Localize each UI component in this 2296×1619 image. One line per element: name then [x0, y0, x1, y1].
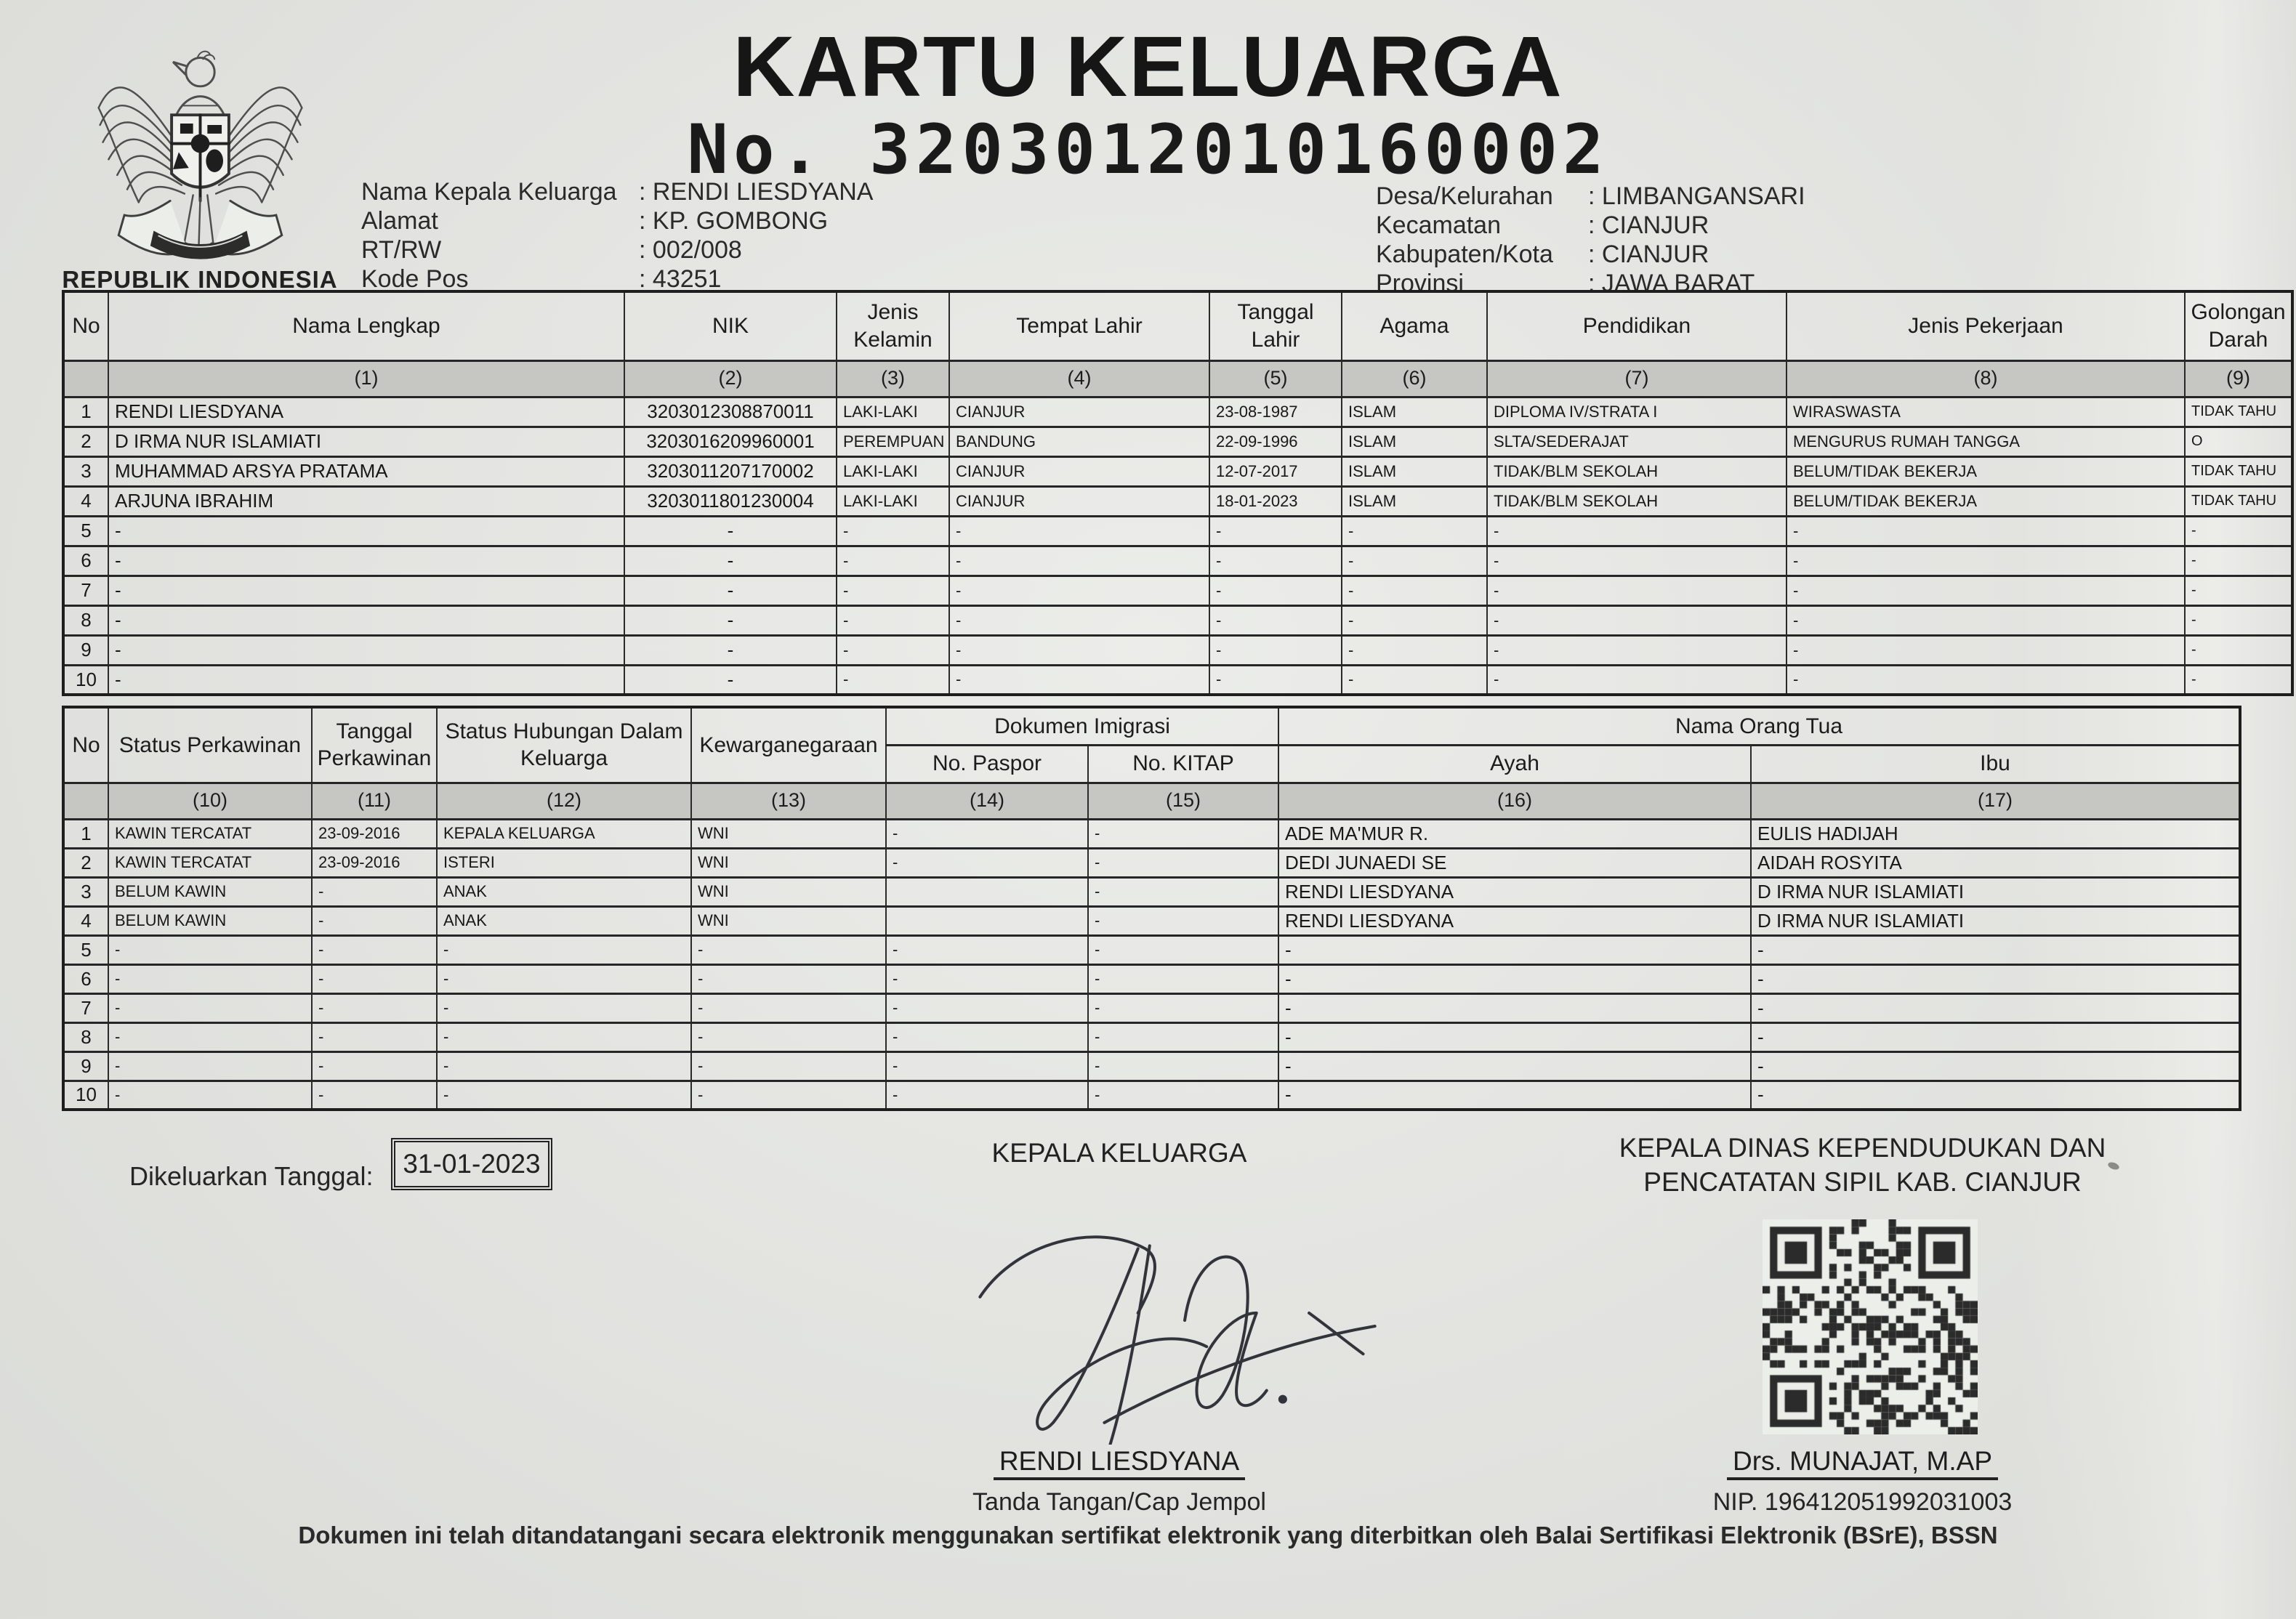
data-cell: -	[624, 665, 837, 695]
data-cell: -	[624, 635, 837, 665]
field-value: : 002/008	[639, 236, 742, 265]
column-header: Status Perkawinan	[108, 707, 312, 783]
table-row	[63, 877, 2240, 906]
data-cell: -	[312, 1022, 437, 1051]
head-of-family-signature-title: KEPALA KELUARGA	[991, 1138, 1247, 1168]
data-cell: -	[1088, 1022, 1278, 1051]
field-label: Alamat	[361, 206, 438, 235]
civil-registry-head-title	[1555, 1131, 2170, 1199]
field-label: Desa/Kelurahan	[1376, 182, 1553, 210]
data-cell: D IRMA NUR ISLAMIATI	[1751, 877, 2240, 906]
table-row	[63, 456, 2292, 486]
data-cell: -	[1088, 1051, 1278, 1081]
data-cell: -	[108, 935, 312, 964]
data-cell: -	[1751, 1081, 2240, 1110]
table-row	[63, 935, 2240, 964]
head-of-family-signature-name: RENDI LIESDYANA	[829, 1446, 1410, 1477]
column-number: (11)	[312, 783, 437, 819]
field-value: : KP. GOMBONG	[639, 207, 828, 235]
data-cell: -	[1088, 1081, 1278, 1110]
data-cell: RENDI LIESDYANA	[1278, 877, 1751, 906]
field-value: : 43251	[639, 265, 721, 294]
data-cell: -	[312, 993, 437, 1022]
table-row	[63, 1081, 2240, 1110]
field-value: : CIANJUR	[1588, 241, 1709, 269]
data-cell: -	[108, 605, 624, 635]
signature-caption: Tanda Tangan/Cap Jempol	[972, 1488, 1266, 1516]
data-cell: CIANJUR	[949, 397, 1209, 427]
data-cell: RENDI LIESDYANA	[108, 397, 624, 427]
family-relations-rows	[63, 819, 2240, 1110]
civil-registry-head-name: Drs. MUNAJAT, M.AP	[1555, 1446, 2170, 1477]
column-group-header: Nama Orang Tua	[1278, 707, 2240, 745]
data-cell: BELUM/TIDAK BEKERJA	[1787, 456, 2185, 486]
column-header: Nama Lengkap	[108, 291, 624, 360]
data-cell: TIDAK TAHU	[2185, 397, 2292, 427]
data-cell: -	[1787, 576, 2185, 605]
data-cell: -	[886, 819, 1088, 848]
row-number-cell: 8	[63, 605, 108, 635]
row-number-cell: 3	[63, 456, 108, 486]
data-cell: LAKI-LAKI	[837, 486, 949, 516]
data-cell: -	[1487, 665, 1787, 695]
table-row	[63, 1051, 2240, 1081]
data-cell: DIPLOMA IV/STRATA I	[1487, 397, 1787, 427]
issue-date-value: 31-01-2023	[403, 1149, 541, 1179]
data-cell: -	[1342, 665, 1487, 695]
data-cell: -	[624, 605, 837, 635]
data-cell: ISLAM	[1342, 427, 1487, 456]
column-number: (12)	[437, 783, 691, 819]
row-number-cell: 3	[63, 877, 108, 906]
field-value: : JAWA BARAT	[1588, 270, 1755, 298]
table-row	[63, 397, 2292, 427]
data-cell: -	[1487, 576, 1787, 605]
column-header: Ayah	[1278, 745, 1751, 783]
data-cell: -	[1088, 964, 1278, 993]
data-cell: -	[108, 516, 624, 546]
data-cell: -	[1751, 935, 2240, 964]
data-cell: -	[1787, 605, 2185, 635]
data-cell: -	[1342, 546, 1487, 576]
data-cell: O	[2185, 427, 2292, 456]
data-cell: -	[1751, 964, 2240, 993]
data-cell: -	[2185, 576, 2292, 605]
data-cell: 3203011207170002	[624, 456, 837, 486]
table-row	[63, 906, 2240, 935]
table-row	[63, 635, 2292, 665]
data-cell: SLTA/SEDERAJAT	[1487, 427, 1787, 456]
data-cell: D IRMA NUR ISLAMIATI	[1751, 906, 2240, 935]
column-number: (6)	[1342, 360, 1487, 397]
data-cell: -	[624, 546, 837, 576]
row-number-cell: 5	[63, 935, 108, 964]
data-cell: WIRASWASTA	[1787, 397, 2185, 427]
data-cell: -	[886, 935, 1088, 964]
column-number: (8)	[1787, 360, 2185, 397]
data-cell: -	[949, 635, 1209, 665]
data-cell: -	[1487, 605, 1787, 635]
head-of-family-info	[361, 177, 873, 294]
column-header: No	[63, 291, 108, 360]
data-cell: -	[2185, 635, 2292, 665]
data-cell: -	[1278, 1051, 1751, 1081]
column-header: Tanggal Lahir	[1209, 291, 1342, 360]
column-number	[63, 783, 108, 819]
data-cell: -	[1487, 635, 1787, 665]
household-members-table	[62, 290, 2294, 696]
document-number	[0, 110, 2296, 190]
row-number-cell: 10	[63, 1081, 108, 1110]
data-cell: D IRMA NUR ISLAMIATI	[108, 427, 624, 456]
data-cell: -	[108, 993, 312, 1022]
column-number: (14)	[886, 783, 1088, 819]
data-cell: -	[437, 935, 691, 964]
data-cell: -	[1751, 1022, 2240, 1051]
data-cell: -	[1209, 546, 1342, 576]
data-cell: ISTERI	[437, 848, 691, 877]
row-number-cell: 9	[63, 635, 108, 665]
data-cell: MUHAMMAD ARSYA PRATAMA	[108, 456, 624, 486]
column-number: (10)	[108, 783, 312, 819]
data-cell: -	[1278, 964, 1751, 993]
household-members-rows	[63, 397, 2292, 695]
data-cell: TIDAK/BLM SEKOLAH	[1487, 456, 1787, 486]
table-row	[63, 576, 2292, 605]
data-cell: -	[837, 516, 949, 546]
data-cell: -	[2185, 665, 2292, 695]
data-cell: -	[886, 848, 1088, 877]
column-number: (2)	[624, 360, 837, 397]
civil-registry-head-title-line2: PENCATATAN SIPIL KAB. CIANJUR	[1643, 1167, 2082, 1197]
data-cell: -	[886, 993, 1088, 1022]
field-label: Kecamatan	[1376, 211, 1501, 239]
data-cell: 3203012308870011	[624, 397, 837, 427]
column-header: No. Paspor	[886, 745, 1088, 783]
data-cell: -	[837, 576, 949, 605]
column-number: (9)	[2185, 360, 2292, 397]
column-header: Jenis Kelamin	[837, 291, 949, 360]
data-cell: -	[1787, 665, 2185, 695]
data-cell: 3203011801230004	[624, 486, 837, 516]
civil-registry-head-title-line1: KEPALA DINAS KEPENDUDUKAN DAN	[1619, 1133, 2106, 1163]
column-number: (3)	[837, 360, 949, 397]
data-cell: -	[1088, 848, 1278, 877]
data-cell: BANDUNG	[949, 427, 1209, 456]
data-cell: -	[691, 993, 886, 1022]
column-header: NIK	[624, 291, 837, 360]
data-cell: -	[886, 1022, 1088, 1051]
data-cell: -	[1278, 935, 1751, 964]
data-cell: 22-09-1996	[1209, 427, 1342, 456]
region-info	[1376, 182, 1805, 298]
data-cell: -	[949, 546, 1209, 576]
data-cell: TIDAK TAHU	[2185, 486, 2292, 516]
data-cell: -	[108, 964, 312, 993]
data-cell: -	[1787, 635, 2185, 665]
column-header: Agama	[1342, 291, 1487, 360]
data-cell: -	[624, 576, 837, 605]
row-number-cell: 4	[63, 906, 108, 935]
table-row	[63, 819, 2240, 848]
row-number-cell: 1	[63, 397, 108, 427]
column-header: Tanggal Perkawinan	[312, 707, 437, 783]
table-row	[63, 1022, 2240, 1051]
table-row	[63, 516, 2292, 546]
data-cell: DEDI JUNAEDI SE	[1278, 848, 1751, 877]
data-cell: WNI	[691, 848, 886, 877]
data-cell: -	[1342, 605, 1487, 635]
data-cell: ISLAM	[1342, 486, 1487, 516]
data-cell: -	[1209, 635, 1342, 665]
data-cell: -	[691, 1081, 886, 1110]
column-header: Jenis Pekerjaan	[1787, 291, 2185, 360]
issue-date-label: Dikeluarkan Tanggal:	[129, 1161, 374, 1191]
data-cell: -	[312, 906, 437, 935]
column-header: No. KITAP	[1088, 745, 1278, 783]
data-cell: -	[1088, 819, 1278, 848]
data-cell: EULIS HADIJAH	[1751, 819, 2240, 848]
column-header: Ibu	[1751, 745, 2240, 783]
data-cell: -	[437, 993, 691, 1022]
data-cell: -	[691, 1022, 886, 1051]
data-cell: -	[1209, 665, 1342, 695]
data-cell: -	[691, 935, 886, 964]
row-number-cell: 1	[63, 819, 108, 848]
data-cell: -	[108, 576, 624, 605]
data-cell: RENDI LIESDYANA	[1278, 906, 1751, 935]
data-cell: ISLAM	[1342, 397, 1487, 427]
data-cell: -	[312, 935, 437, 964]
data-cell	[886, 877, 1088, 906]
data-cell: WNI	[691, 819, 886, 848]
data-cell: -	[1487, 546, 1787, 576]
column-number: (4)	[949, 360, 1209, 397]
data-cell: KAWIN TERCATAT	[108, 848, 312, 877]
qr-code-canvas	[1763, 1219, 1978, 1434]
data-cell: -	[1209, 516, 1342, 546]
data-cell: LAKI-LAKI	[837, 456, 949, 486]
data-cell: -	[886, 964, 1088, 993]
data-cell: -	[624, 516, 837, 546]
row-number-cell: 6	[63, 546, 108, 576]
data-cell: -	[2185, 516, 2292, 546]
row-number-cell: 7	[63, 576, 108, 605]
column-number: (17)	[1751, 783, 2240, 819]
column-number: (7)	[1487, 360, 1787, 397]
data-cell: -	[437, 1022, 691, 1051]
field-label: Kode Pos	[361, 265, 469, 293]
data-cell: 18-01-2023	[1209, 486, 1342, 516]
data-cell: -	[1278, 1081, 1751, 1110]
table-row	[63, 993, 2240, 1022]
handwritten-signature-icon	[959, 1203, 1395, 1445]
data-cell: -	[886, 1051, 1088, 1081]
data-cell: -	[1088, 935, 1278, 964]
data-cell: CIANJUR	[949, 456, 1209, 486]
data-cell: BELUM KAWIN	[108, 906, 312, 935]
data-cell: -	[108, 635, 624, 665]
data-cell: -	[837, 605, 949, 635]
data-cell: ARJUNA IBRAHIM	[108, 486, 624, 516]
data-cell: CIANJUR	[949, 486, 1209, 516]
data-cell: -	[949, 576, 1209, 605]
column-group-header: Dokumen Imigrasi	[886, 707, 1278, 745]
data-cell: LAKI-LAKI	[837, 397, 949, 427]
field-label: Provinsi	[1376, 269, 1464, 297]
table-row	[63, 486, 2292, 516]
data-cell: PEREMPUAN	[837, 427, 949, 456]
data-cell: -	[1787, 516, 2185, 546]
column-header: No	[63, 707, 108, 783]
data-cell: ANAK	[437, 906, 691, 935]
data-cell	[886, 906, 1088, 935]
data-cell: -	[1342, 516, 1487, 546]
field-label: Nama Kepala Keluarga	[361, 177, 617, 206]
data-cell: -	[1088, 906, 1278, 935]
data-cell: -	[437, 1051, 691, 1081]
data-cell: -	[691, 964, 886, 993]
data-cell: 23-08-1987	[1209, 397, 1342, 427]
data-cell: -	[437, 964, 691, 993]
issue-date-box	[391, 1138, 552, 1190]
data-cell: 3203016209960001	[624, 427, 837, 456]
data-cell: TIDAK/BLM SEKOLAH	[1487, 486, 1787, 516]
data-cell: -	[108, 1051, 312, 1081]
table-row	[63, 964, 2240, 993]
data-cell: -	[312, 877, 437, 906]
data-cell: -	[108, 665, 624, 695]
row-number-cell: 6	[63, 964, 108, 993]
data-cell: WNI	[691, 877, 886, 906]
data-cell: ISLAM	[1342, 456, 1487, 486]
electronic-signature-disclaimer: Dokumen ini telah ditandatangani secara elektronik menggunakan sertifikat elektronik yang diterbitkan oleh Balai Sertifikasi Elektronik (BSrE), BSSN	[298, 1522, 1998, 1549]
column-number: (13)	[691, 783, 886, 819]
family-relations-table	[62, 706, 2241, 1111]
row-number-cell: 4	[63, 486, 108, 516]
data-cell: -	[949, 665, 1209, 695]
data-cell: -	[886, 1081, 1088, 1110]
data-cell: AIDAH ROSYITA	[1751, 848, 2240, 877]
data-cell: BELUM/TIDAK BEKERJA	[1787, 486, 2185, 516]
data-cell: -	[2185, 546, 2292, 576]
data-cell: -	[837, 546, 949, 576]
data-cell: -	[949, 605, 1209, 635]
data-cell: -	[1088, 993, 1278, 1022]
row-number-cell: 7	[63, 993, 108, 1022]
row-number-cell: 2	[63, 427, 108, 456]
qr-code	[1763, 1219, 1978, 1434]
column-number	[63, 360, 108, 397]
data-cell: -	[1342, 576, 1487, 605]
data-cell: -	[1342, 635, 1487, 665]
document-number-value: 3203012010160002	[869, 110, 1609, 190]
data-cell: -	[108, 1022, 312, 1051]
table-row	[63, 427, 2292, 456]
table-row	[63, 605, 2292, 635]
column-header: Kewarganegaraan	[691, 707, 886, 783]
document-number-prefix: No.	[687, 110, 826, 190]
civil-registry-head-nip: NIP. 196412051992031003	[1712, 1488, 2013, 1516]
page-title: KARTU KELUARGA	[733, 19, 1563, 115]
data-cell: -	[312, 1081, 437, 1110]
emblem-caption: REPUBLIK INDONESIA	[62, 266, 338, 293]
table-row	[63, 665, 2292, 695]
data-cell: MENGURUS RUMAH TANGGA	[1787, 427, 2185, 456]
data-cell: -	[312, 1051, 437, 1081]
data-cell: -	[1751, 993, 2240, 1022]
field-label: Kabupaten/Kota	[1376, 240, 1553, 268]
data-cell: -	[1278, 1022, 1751, 1051]
data-cell: -	[1209, 605, 1342, 635]
data-cell: 12-07-2017	[1209, 456, 1342, 486]
field-value: : LIMBANGANSARI	[1588, 182, 1805, 211]
data-cell: -	[837, 665, 949, 695]
table-row	[63, 848, 2240, 877]
field-label: RT/RW	[361, 235, 442, 264]
data-cell: KAWIN TERCATAT	[108, 819, 312, 848]
data-cell: -	[312, 964, 437, 993]
data-cell: TIDAK TAHU	[2185, 456, 2292, 486]
row-number-cell: 10	[63, 665, 108, 695]
field-value: : CIANJUR	[1588, 211, 1709, 240]
column-header: Status Hubungan Dalam Keluarga	[437, 707, 691, 783]
row-number-cell: 8	[63, 1022, 108, 1051]
column-number: (5)	[1209, 360, 1342, 397]
data-cell: BELUM KAWIN	[108, 877, 312, 906]
column-header: Pendidikan	[1487, 291, 1787, 360]
table-row	[63, 546, 2292, 576]
data-cell: ADE MA'MUR R.	[1278, 819, 1751, 848]
data-cell: -	[949, 516, 1209, 546]
column-number: (15)	[1088, 783, 1278, 819]
column-number: (1)	[108, 360, 624, 397]
data-cell: -	[1787, 546, 2185, 576]
data-cell: -	[437, 1081, 691, 1110]
data-cell: WNI	[691, 906, 886, 935]
data-cell: -	[108, 546, 624, 576]
data-cell: -	[1278, 993, 1751, 1022]
data-cell: -	[691, 1051, 886, 1081]
data-cell: -	[108, 1081, 312, 1110]
data-cell: -	[1751, 1051, 2240, 1081]
data-cell: -	[837, 635, 949, 665]
data-cell: -	[2185, 605, 2292, 635]
data-cell: 23-09-2016	[312, 819, 437, 848]
row-number-cell: 5	[63, 516, 108, 546]
column-header: Tempat Lahir	[949, 291, 1209, 360]
data-cell: KEPALA KELUARGA	[437, 819, 691, 848]
data-cell: 23-09-2016	[312, 848, 437, 877]
field-value: : RENDI LIESDYANA	[639, 178, 873, 206]
row-number-cell: 9	[63, 1051, 108, 1081]
data-cell: -	[1088, 877, 1278, 906]
data-cell: ANAK	[437, 877, 691, 906]
column-header: Golongan Darah	[2185, 291, 2292, 360]
data-cell: -	[1487, 516, 1787, 546]
data-cell: -	[1209, 576, 1342, 605]
row-number-cell: 2	[63, 848, 108, 877]
column-number: (16)	[1278, 783, 1751, 819]
